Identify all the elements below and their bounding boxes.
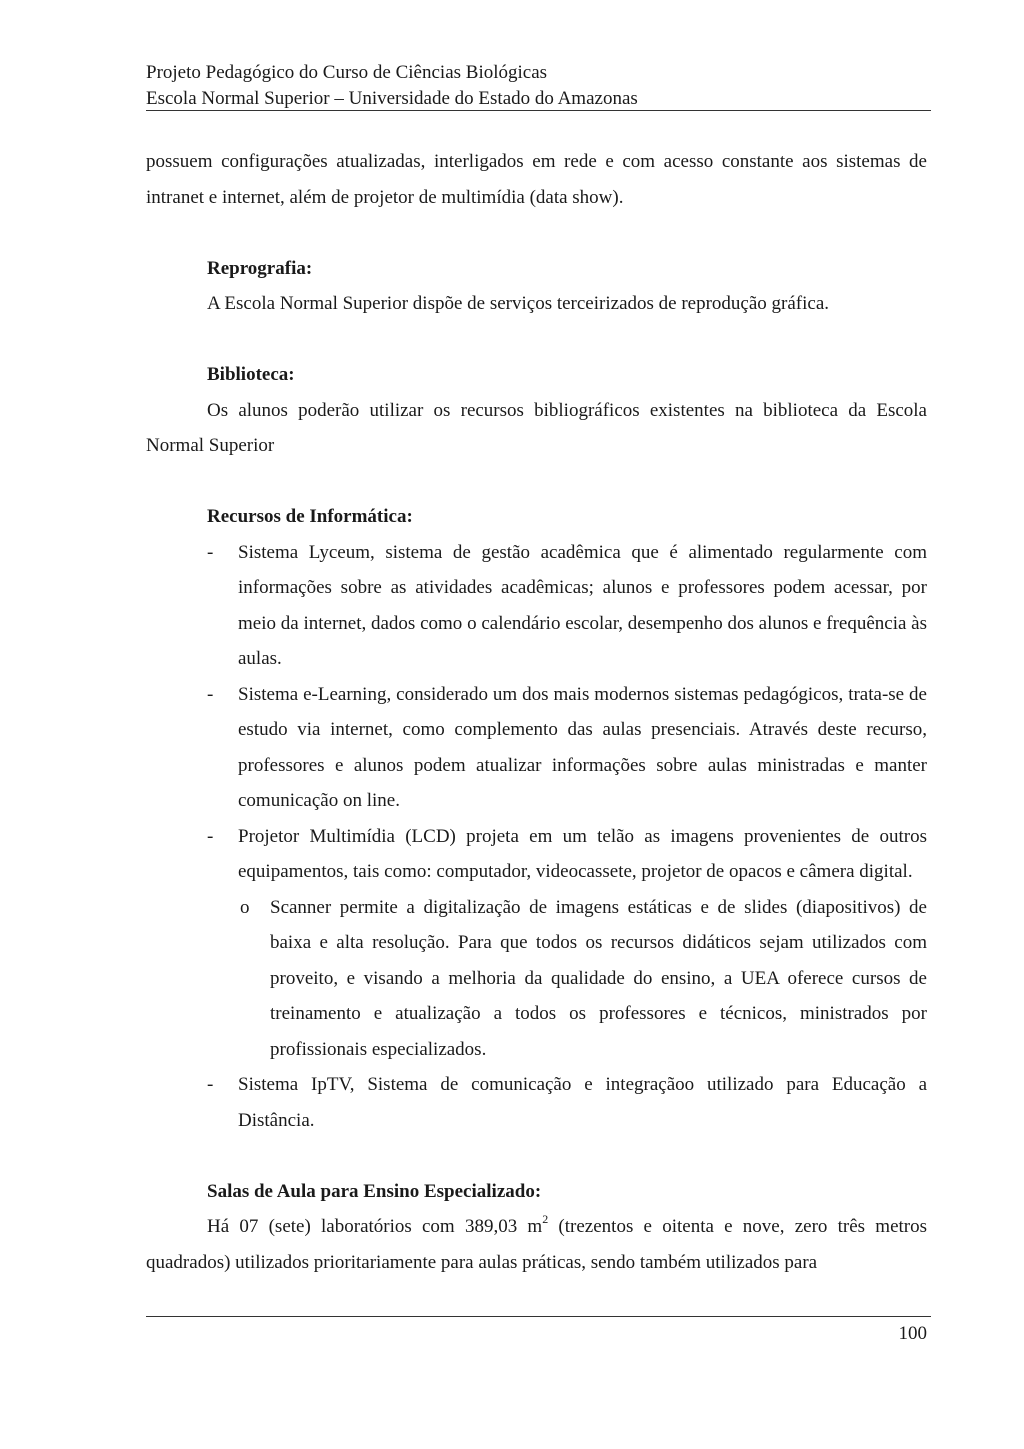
list-item-text: Sistema IpTV, Sistema de comunicação e integraçãoo utilizado para Educação a Distância.	[238, 1074, 927, 1131]
list-item	[146, 1067, 927, 1138]
list-dash-marker: -	[207, 1074, 214, 1095]
footer-divider	[146, 1316, 931, 1317]
section-heading-salas: Salas de Aula para Ensino Especializado:	[207, 1180, 542, 1202]
list-dash-marker: -	[207, 825, 214, 847]
list-item	[146, 535, 927, 677]
header-course-title: Projeto Pedagógico do Curso de Ciências Biológicas	[146, 62, 548, 83]
section-heading-biblioteca: Biblioteca:	[207, 364, 295, 385]
page-number: 100	[898, 1323, 927, 1344]
section-heading-informatica: Recursos de Informática:	[207, 506, 413, 527]
page-body	[146, 144, 927, 1280]
list-item-text: Sistema Lyceum, sistema de gestão acadêmica que é alimentado regularmente com informações sobre as atividades acadêmicas; alunos e professores podem acessar, por meio da internet, dados como o calendário escolar, desempenho dos alunos e frequência às aulas.	[238, 541, 927, 669]
section-heading-reprografia: Reprografia:	[207, 257, 313, 279]
list-item	[146, 677, 927, 819]
intro-paragraph: possuem configurações atualizadas, interligados em rede e com acesso constante aos sistemas de intranet e internet, além de projetor de multimídia (data show).	[146, 151, 927, 208]
page-header	[146, 60, 931, 112]
list-item-text: Sistema e-Learning, considerado um dos mais modernos sistemas pedagógicos, trata-se de estudo via internet, como complemento das aulas presenciais. Através deste recurso, professores e alunos podem atualizar informações sobre aulas ministradas e manter comunicação on line.	[238, 683, 927, 811]
list-dash-marker: -	[207, 541, 214, 563]
header-divider	[146, 110, 931, 111]
sub-list-marker: o	[240, 896, 250, 918]
salas-superscript: 2	[542, 1212, 549, 1226]
sub-list-item	[146, 890, 927, 1068]
header-institution: Escola Normal Superior – Universidade do Estado do Amazonas	[146, 88, 638, 109]
list-item	[146, 819, 927, 890]
salas-text-after: (trezentos e oitenta e nove, zero três metros quadrados) utilizados prioritariamente para aulas práticas, sendo também utilizados para	[146, 1216, 928, 1273]
salas-text-before: Há 07 (sete) laboratórios com 389,03 m	[207, 1216, 543, 1237]
sub-list-item-text: Scanner permite a digitalização de imagens estáticas e de slides (diapositivos) de baixa e alta resolução. Para que todos os recursos didáticos sejam utilizados com proveito, e visando a melhoria da qualidade do ensino, a UEA oferece cursos de treinamento e atualização a todos os professores e técnicos, ministrados por profissionais especializados.	[270, 896, 927, 1060]
salas-text	[146, 1209, 927, 1280]
list-dash-marker: -	[207, 683, 214, 705]
list-item-text: Projetor Multimídia (LCD) projeta em um telão as imagens provenientes de outros equipamentos, tais como: computador, videocassete, projetor de opacos e câmera digital.	[238, 825, 927, 882]
reprografia-text: A Escola Normal Superior dispõe de serviços terceirizados de reprodução gráfica.	[207, 293, 830, 314]
biblioteca-text: Os alunos poderão utilizar os recursos bibliográficos existentes na biblioteca da Escola Normal Superior	[146, 399, 927, 456]
